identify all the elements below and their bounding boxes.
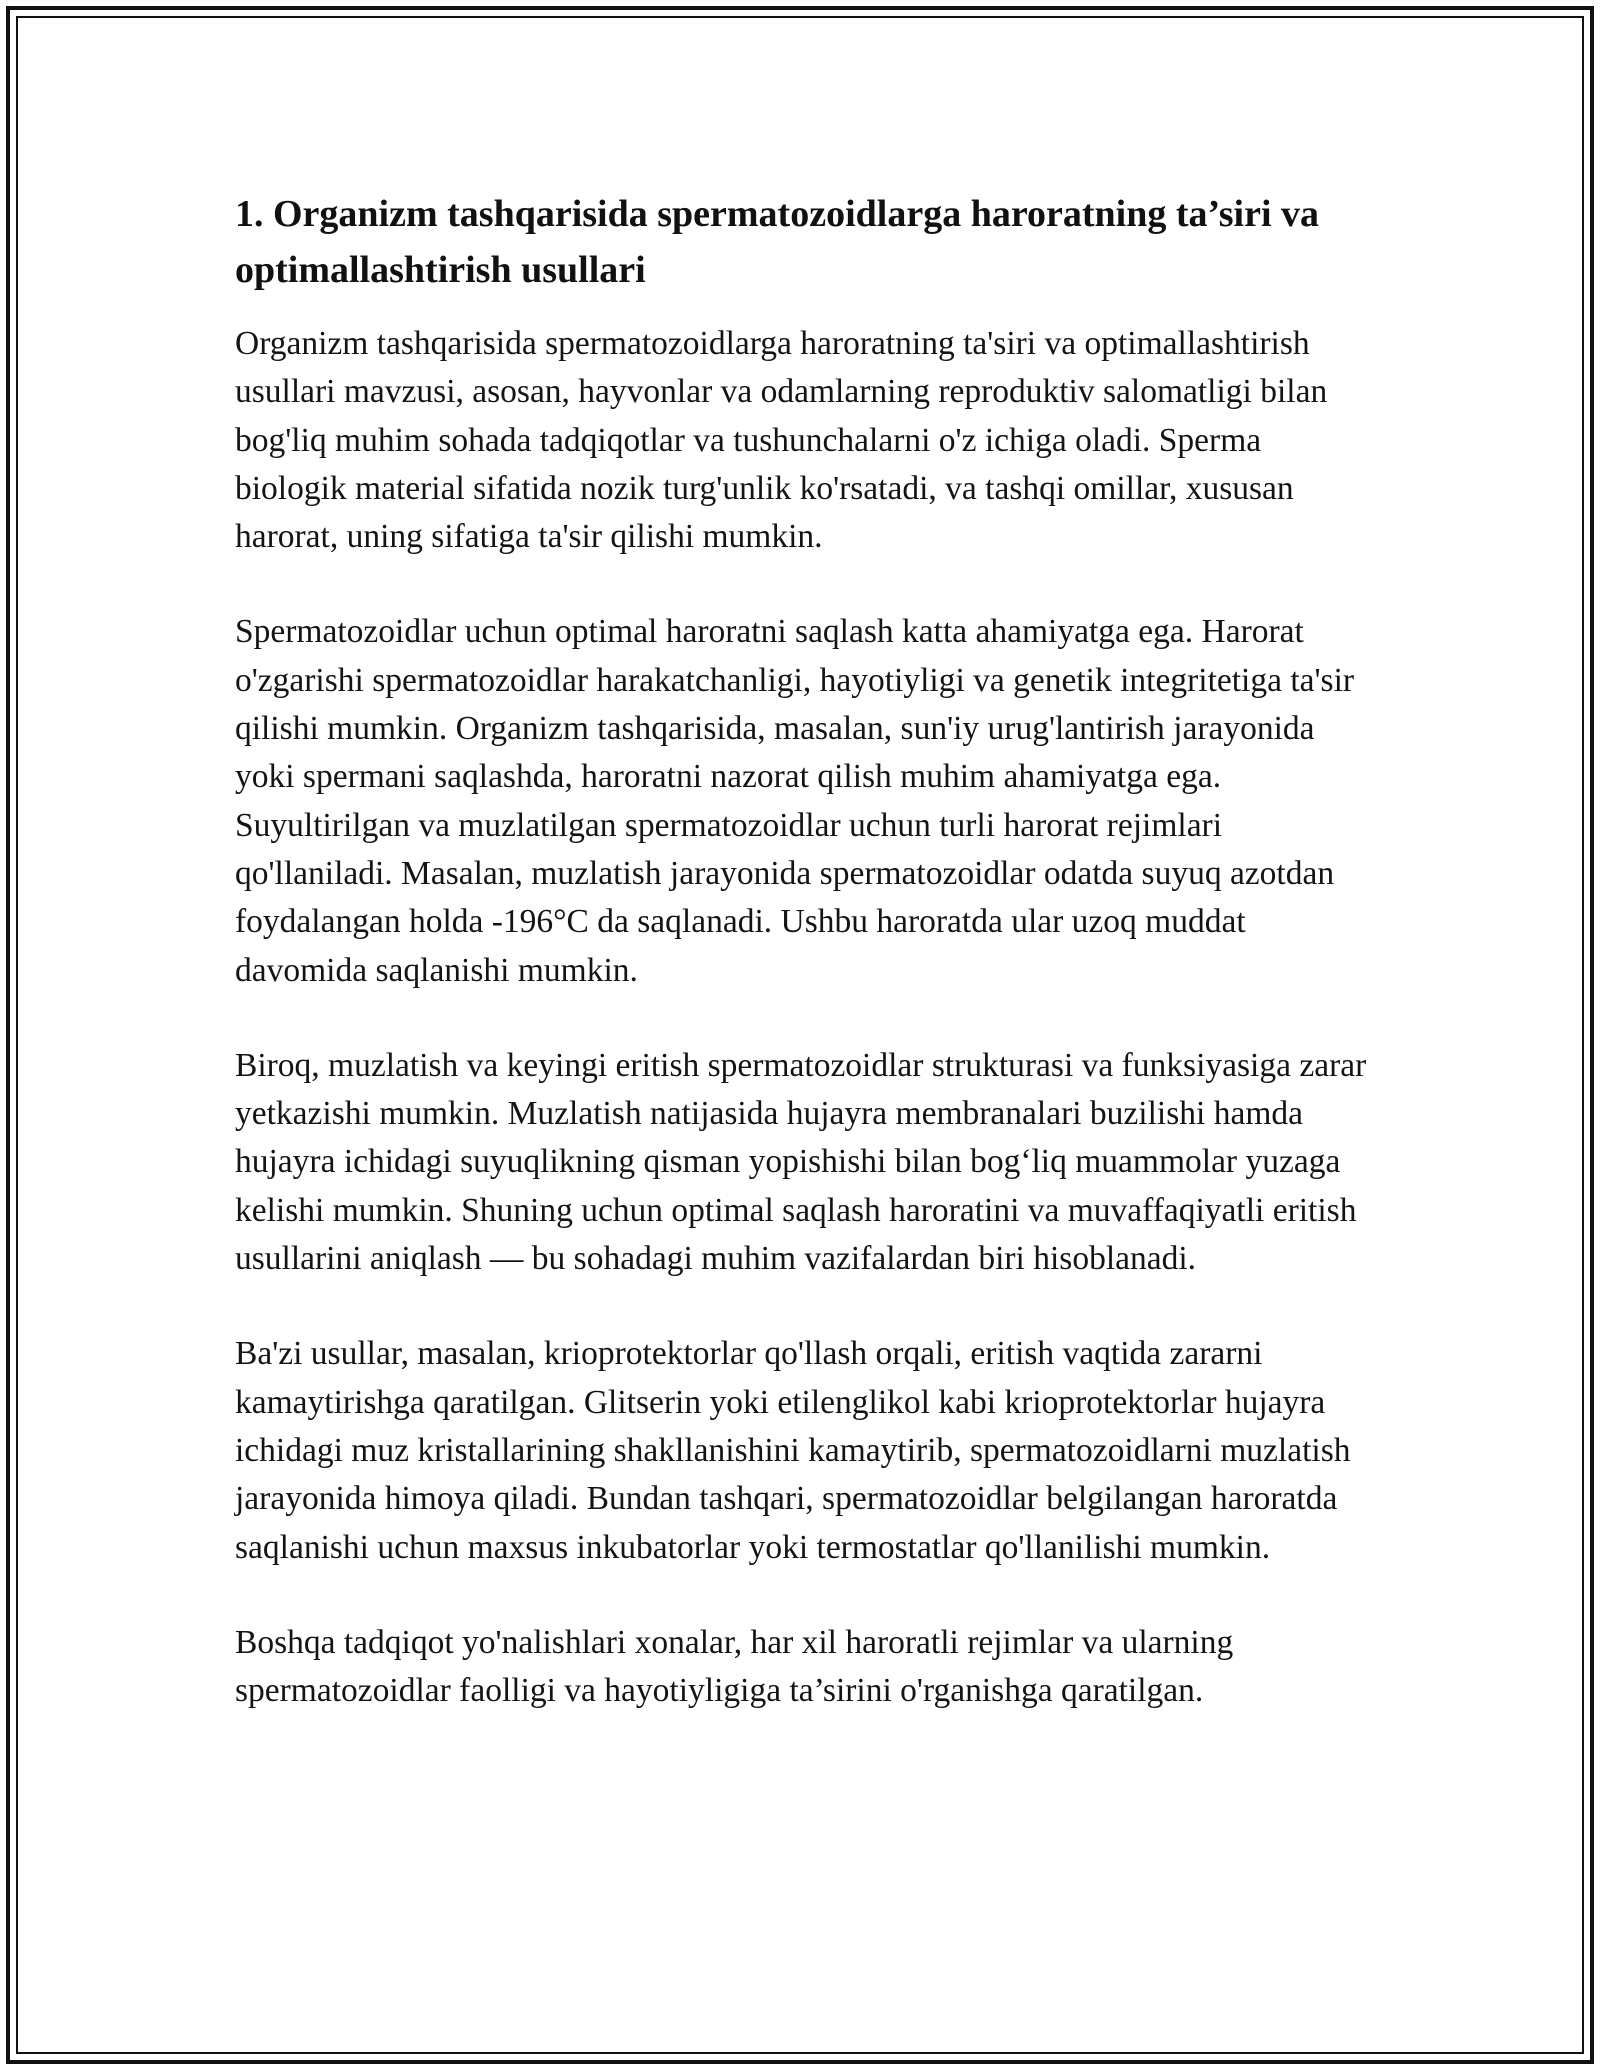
paragraph-2: Spermatozoidlar uchun optimal haroratni saqlash katta ahamiyatga ega. Harorat o'zgarishi spermatozoidlar harakatchanligi, hayotiyligi va genetik integritetiga ta'sir qilishi mumkin. Organizm tashqarisida, masalan, sun'iy urug'lantirish jarayonida yoki spermani saqlashda, haroratni nazorat qilish muhim ahamiyatga ega. Suyultirilgan va muzlatilgan spermatozoidlar uchun turli harorat rejimlari qo'llaniladi. Masalan, muzlatish jarayonida spermatozoidlar odatda suyuq azotdan foydalangan holda -196°C da saqlanadi. Ushbu haroratda ular uzoq muddat davomida saqlanishi mumkin. [235,613,1355,989]
section-heading: 1. Organizm tashqarisida spermatozoidlarga haroratning ta’siri va optimallashtirish usullari [235,193,1320,291]
paragraph-1: Organizm tashqarisida spermatozoidlarga haroratning ta'siri va optimallashtirish usullari mavzusi, asosan, hayvonlar va odamlarning reproduktiv salomatligi bilan bog'liq muhim sohada tadqiqotlar va tushunchalarni o'z ichiga oladi. Sperma biologik material sifatida nozik turg'unlik ko'rsatadi, va tashqi omillar, xususan harorat, uning sifatiga ta'sir qilishi mumkin. [235,325,1328,556]
document-body [235,186,1375,1715]
paragraph-list [235,320,1375,1715]
paragraph-5: Boshqa tadqiqot yo'nalishlari xonalar, har xil haroratli rejimlar va ularning spermatozoidlar faolligi va hayotiyligiga ta’sirini o'rganishga qaratilgan. [235,1623,1234,1710]
paragraph-4: Ba'zi usullar, masalan, krioprotektorlar qo'llash orqali, eritish vaqtida zararni kamaytirishga qaratilgan. Glitserin yoki etilenglikol kabi krioprotektorlar hujayra ichidagi muz kristallarining shakllanishini kamaytirib, spermatozoidlarni muzlatish jarayonida himoya qiladi. Bundan tashqari, spermatozoidlar belgilangan haroratda saqlanishi uchun maxsus inkubatorlar yoki termostatlar qo'llanilishi mumkin. [235,1335,1351,1566]
paragraph-3: Biroq, muzlatish va keyingi eritish spermatozoidlar strukturasi va funksiyasiga zarar yetkazishi mumkin. Muzlatish natijasida hujayra membranalari buzilishi hamda hujayra ichidagi suyuqlikning qisman yopishishi bilan bog‘liq muammolar yuzaga kelishi mumkin. Shuning uchun optimal saqlash haroratini va muvaffaqiyatli eritish usullarini aniqlash — bu sohadagi muhim vazifalardan biri hisoblanadi. [235,1046,1367,1278]
